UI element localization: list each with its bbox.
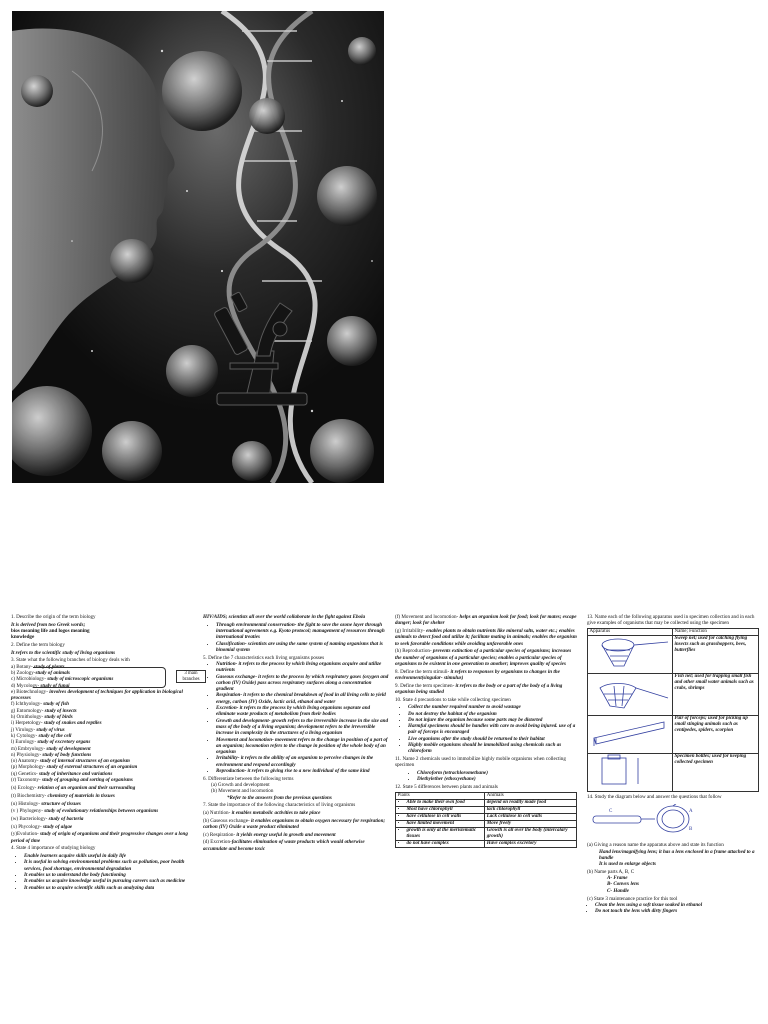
list-item: • Highly mobile organisms should be immobilized using chemicals such as chloroform bbox=[408, 742, 577, 755]
label-b: B bbox=[689, 827, 693, 833]
list-item: • Movement and locomotion- movement refers to the change in position of a part of an organism; locomotion refers to the change in position of the whole body of an organism bbox=[216, 737, 390, 756]
list-item: • Gaseous exchange- it refers to the process by which respiratory gases (oxygen and carbon (IV) Oxide) pass across respiratory surfaces along a concentration gradient bbox=[216, 674, 390, 693]
specimen-bottle-icon bbox=[588, 754, 672, 788]
column-3 bbox=[395, 614, 577, 848]
list-item: • Enable learners acquire skills useful in daily life bbox=[24, 853, 201, 859]
importance-item: (h) Reproduction- prevents extinction of a particular species of organisms; increases the number of organisms of a particular species; enables a particular species of organisms to be existent in one generation to another; improves quality of species bbox=[395, 648, 572, 667]
list-item: • Through environmental conservation- the fight to save the ozone layer through international agreements e.g. Kyoto protocol; management of resources through international treaties bbox=[216, 622, 390, 641]
answer-1c: knowledge bbox=[11, 634, 35, 641]
branch-item: b) Zoology-study of animals bbox=[11, 669, 71, 676]
question-1: 1. Describe the origin of the term biology bbox=[11, 614, 96, 620]
table-header: Apparatus Name; Function bbox=[588, 628, 759, 635]
question-14b: (b) Name parts A, B, C bbox=[587, 868, 635, 875]
importance-item: (c) Respiration- it yields energy useful in growth and movement bbox=[203, 831, 336, 838]
branch-item: l) Eurology- study of excretory organs bbox=[11, 739, 91, 746]
bullet-list bbox=[203, 622, 390, 653]
branch-item: n) Physiology- study of body functions bbox=[11, 751, 92, 758]
branch-item: e) Biotechnology- involves development of techniques for application in biological processes bbox=[11, 688, 183, 702]
question-7: 7. State the importance of the following characteristics of living organisms bbox=[203, 802, 356, 809]
question-14c: (c) State 3 maintenance practice for this tool bbox=[587, 895, 678, 902]
apparatus-table bbox=[587, 628, 759, 792]
importance-item: (f) Movement and locomotion- helps an organism look for food; look for mates; escape danger; look for shelter bbox=[395, 614, 577, 627]
list-item: • Do not injure the organism because some parts may be distorted bbox=[408, 717, 577, 723]
differences-table bbox=[395, 792, 577, 848]
list-item: • It is useful in solving environmental problems such as pollution, poor health services, food shortage, environmental degradation bbox=[24, 859, 201, 872]
list-item: • Irritability- it refers to the ability of an organism to perceive changes in the environment and respond accordingly bbox=[216, 755, 390, 768]
branch-item: g) Entomology- study of insects bbox=[11, 707, 77, 714]
branch-list bbox=[11, 664, 201, 844]
cover-illustration bbox=[12, 11, 384, 483]
importance-item: (a) Nutrition- it enables metabolic activities to take place bbox=[203, 810, 321, 817]
paragraph: HIV/AIDS; scientists all over the world collaborate in the fight against Ebola bbox=[203, 614, 366, 620]
question-12: 12. State 5 differences between plants and animals bbox=[395, 784, 498, 791]
answer-14a-function: It is used to enlarge objects bbox=[599, 861, 657, 868]
list-item: • Do not destroy the habitat of the organism bbox=[408, 711, 577, 717]
answer-2: It refers to the scientific study of living organisms bbox=[11, 649, 116, 656]
sweep-net-icon bbox=[588, 636, 672, 670]
answer-14a: Hand lens/magnifying lens; it has a lens enclosed in a frame attached to a handle bbox=[599, 848, 755, 861]
importance-item: (d) Excretion-facilitates elimination of waste products which would otherwise accumulate and become toxic bbox=[203, 839, 365, 852]
question-3: 3. State what the following branches of biology deals with bbox=[11, 657, 130, 664]
branch-item: (x) Phycology- study of algae bbox=[11, 823, 73, 830]
branch-item: (v ) Phylogeny- study of evolutionary relationships between organisms bbox=[11, 808, 159, 815]
list-item: • Respiration- it refers to the chemical breakdown of food in all living cells to yield energy, carbon (IV) Oxide, lactic acid, ethanol and water bbox=[216, 692, 390, 705]
list-item: • Chloroform (tetrachloromethane) bbox=[417, 770, 577, 776]
table-row: • Able to make their own food depend on readily made food bbox=[396, 799, 577, 806]
table-row: Sweep net; used for catching flying insects such as grasshoppers, bees, butterflies bbox=[588, 635, 759, 673]
question-11: 11. Name 2 chemicals used to immobilize highly mobile organisms when collecting specimen bbox=[395, 756, 566, 769]
table-row: • have limited movement Move freely bbox=[396, 820, 577, 827]
table-header: Plants Animals bbox=[396, 792, 577, 799]
list-item: • Diethylether (ethoxyethane) bbox=[417, 776, 577, 782]
branch-item: (y)Evolution- study of origin of organisms and their progressive changes over a long period of time bbox=[11, 831, 188, 844]
question-6a: (a) Growth and development bbox=[211, 782, 270, 789]
branch-item: a) Botany- study of plants bbox=[11, 663, 65, 670]
maintenance-list bbox=[587, 902, 759, 915]
importance-item: (b) Gaseous exchange- it enables organisms to obtain oxygen necessary for respiration; carbon (IV) Oxide a waste product eliminated bbox=[203, 817, 386, 831]
question-8: 8. Define the term stimuli- it refers to responses by organisms to changes in the environment(singular- stimulus) bbox=[395, 668, 560, 681]
table-row: Pair of forceps; used for picking up small stinging animals such as centipedes, spiders, scorpion bbox=[588, 715, 759, 753]
list-item: • Nutrition- it refers to the process by which living organisms acquire and utilize nutrients bbox=[216, 661, 390, 674]
part-c: C- Handle bbox=[607, 887, 629, 894]
branch-item: (r) Taxonomy- study of grouping and sorting of organisms bbox=[11, 776, 133, 783]
column-1 bbox=[11, 614, 201, 892]
importance-item: (g) Irritability- enables plants to obtain nutrients like mineral salts, water etc.; enables animals to detect food and utilize it; facilitate mating in animals; enables the organism to seek favorable conditions while avoiding unfavorable ones bbox=[395, 627, 577, 647]
branch-item: (s) Ecology- relation of an organism and their surrounding bbox=[11, 785, 136, 792]
branch-bracket bbox=[33, 667, 166, 688]
branch-item: (o) Anatomy- study of internal structures of an organism bbox=[11, 758, 130, 765]
list-item: • It enables us to acquire scientific skills such as analyzing data bbox=[24, 885, 201, 891]
characteristics-list bbox=[203, 661, 390, 774]
table-row: • Most have chlorophyll lack chlorophyll bbox=[396, 806, 577, 813]
question-13: 13. Name each of the following apparatus used in specimen collection and in each give examples of organisms that may be collected using the specimen bbox=[587, 614, 755, 627]
question-2: 2. Define the term biology bbox=[11, 641, 65, 648]
label-c: C bbox=[609, 809, 613, 815]
list-item: • It enables us to understand the body functioning bbox=[24, 872, 201, 878]
hand-lens-diagram bbox=[589, 804, 699, 836]
branch-item: d) Mycology- study of fungi bbox=[11, 682, 70, 689]
branch-item: (p) Morphology- study of external structures of an organism bbox=[11, 764, 138, 771]
list-item: • Live organisms after the study should be returned to their habitat bbox=[408, 736, 577, 742]
part-a: A- Frame bbox=[607, 875, 628, 882]
column-2 bbox=[203, 614, 390, 853]
branch-item: c) Microbiology- study of microscopic organisms bbox=[11, 676, 114, 683]
branch-item: h) Ornithology- study of birds bbox=[11, 714, 73, 721]
branch-item: i) Herpetology- study of snakes and reptiles bbox=[11, 720, 102, 727]
answer-1b: bios meaning life and logos meaning bbox=[11, 627, 90, 634]
fish-net-icon bbox=[588, 674, 672, 712]
list-item: • Harmful specimens should be handles with care to avoid being injured. use of a pair of forceps is encouraged bbox=[408, 723, 577, 736]
branch-item: f) Ichthyology- study of fish bbox=[11, 701, 70, 708]
bracket-label: 3 main branches bbox=[176, 670, 206, 683]
branch-item: j) Virology- study of virus bbox=[11, 726, 65, 733]
precautions-list bbox=[395, 704, 577, 754]
list-item: • It enables us acquire knowledge useful in pursuing careers such as medicine bbox=[24, 878, 201, 884]
label-a: A bbox=[689, 809, 693, 815]
question-6: 6. Differentiate between the following terms bbox=[203, 775, 294, 782]
table-row: Fish net; used for trapping small fish and other small water animals such as crabs, shrimps bbox=[588, 673, 759, 715]
list-item: • Growth and development- growth refers to the irreversible increase in the size and mass of the body of a living organism; development refers to the irreversible increase in complexity in the structures of a living organism bbox=[216, 718, 390, 737]
branch-item: (u) Histology- structure of tissues bbox=[11, 800, 81, 807]
forceps-icon bbox=[588, 716, 672, 750]
table-row: • have cellulose in cell walls Lack cellulose in cell walls bbox=[396, 813, 577, 820]
list-item: • Do not touch the lens with dirty fingers bbox=[595, 908, 759, 914]
importance-list bbox=[11, 853, 201, 891]
column-4 bbox=[587, 614, 759, 916]
branch-item: (t) Biochemistry- chemistry of materials in tissues bbox=[11, 792, 115, 799]
list-item: • Classification- scientists are using the same system of naming organisms that is binomial system bbox=[216, 641, 390, 654]
biology-art bbox=[12, 11, 384, 483]
question-14: 14. Study the diagram below and answer the questions that follow bbox=[587, 793, 722, 800]
branch-item: m) Embryology- study of development bbox=[11, 745, 91, 752]
table-row: • do not have complex Have complex excretory bbox=[396, 840, 577, 847]
answer-6-note: *Refer to the answers from the previous questions bbox=[227, 794, 332, 801]
chemicals-list bbox=[395, 770, 577, 783]
list-item: • Reproduction- it refers to giving rise to a new individual of the same kind bbox=[216, 768, 390, 774]
table-row: • growth is only at the meristematic tissues Growth is all over the body (intercalary growth) bbox=[396, 827, 577, 840]
question-6b: (b) Movement and locomotion bbox=[211, 788, 274, 795]
question-5: 5. Define the 7 characteristics each living organisms posses bbox=[203, 654, 325, 661]
question-10: 10. State 4 precautions to take while collecting specimen bbox=[395, 696, 511, 703]
question-4: 4. State 4 importance of studying biology bbox=[11, 845, 96, 852]
list-item: • Collect the number required number to avoid wastage bbox=[408, 704, 577, 710]
table-row: Specimen bottles; used for keeping collected specimen bbox=[588, 753, 759, 791]
list-item: • Excretion- it refers to the process by which living organisms separate and eliminate waste products of metabolism from their bodies bbox=[216, 705, 390, 718]
question-14a: (a) Giving a reason name the apparatus above and state its function bbox=[587, 842, 724, 849]
branch-item: k) Cytology- study of the cell bbox=[11, 732, 72, 739]
branch-item: (q) Genetics- study of inheritance and variations bbox=[11, 770, 113, 777]
part-b: B- Convex lens bbox=[607, 881, 639, 888]
list-item: • Clean the lens using a soft tissue soaked in ethanol bbox=[595, 902, 759, 908]
question-9: 9. Define the term specimen- it refers to the body or a part of the body of a living organism being studied bbox=[395, 682, 563, 695]
branch-item: (w) Bacteriology- study of bacteria bbox=[11, 816, 84, 823]
answer-1a: It is derived from two Greek words; bbox=[11, 621, 86, 628]
